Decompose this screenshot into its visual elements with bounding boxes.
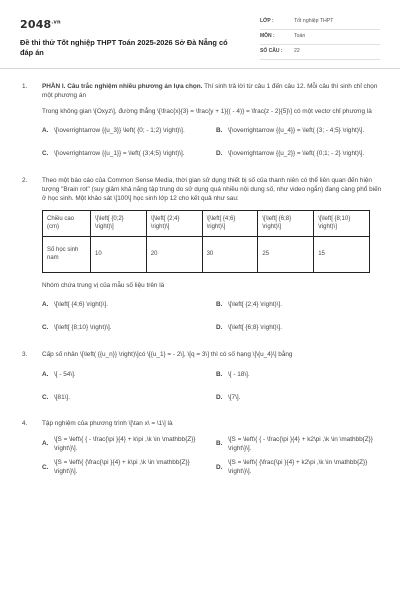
option-c[interactable]	[42, 145, 208, 163]
option-letter: B.	[216, 301, 223, 309]
option-text: \[S = \left\{ { - \frac{\pi }{4} + k2\pi ,\k \in \mathbb{Z}} \right\}\].	[228, 435, 373, 452]
question-number: 3.	[22, 350, 28, 358]
table-cell: \[\left[ {0;2} \right)\]	[91, 210, 147, 236]
option-c[interactable]	[42, 319, 208, 337]
answer-options	[42, 365, 382, 406]
question-prompt: Nhóm chứa trung vị của mẫu số liệu trên là	[42, 281, 165, 289]
option-text: \[81\].	[54, 393, 70, 401]
option-letter: B.	[216, 370, 223, 378]
table-cell: \[\left[ {8;10} \right)\]	[314, 210, 370, 236]
option-c[interactable]	[42, 458, 208, 477]
option-letter: A.	[42, 440, 49, 448]
table-cell: \[\left[ {4;6} \right)\]	[202, 210, 258, 236]
section-intro	[42, 82, 382, 101]
option-letter: A.	[42, 127, 49, 135]
option-text: \[\overrightarrow {{u_1}} = \left( {3;4;5} \right)\].	[54, 150, 185, 158]
question-number: 4.	[22, 420, 28, 428]
option-a[interactable]	[42, 122, 208, 140]
option-text: \[7\].	[228, 393, 241, 401]
option-letter: D.	[216, 463, 223, 471]
question-3	[22, 350, 382, 410]
table-cell: \[\left[ {2;4} \right)\]	[146, 210, 202, 236]
question-2	[22, 176, 382, 341]
meta-value: Toán	[294, 33, 306, 40]
meta-row-count	[260, 45, 380, 60]
meta-label: MÔN :	[260, 33, 275, 40]
table-cell: 10	[91, 236, 147, 272]
option-text: \[\left[ {4;6} \right)\].	[54, 301, 108, 309]
option-text: \[\left[ {8;10} \right)\].	[54, 324, 112, 332]
option-letter: A.	[42, 370, 49, 378]
option-text: \[ - 54\].	[54, 370, 76, 378]
logo-suffix: .vn	[51, 19, 61, 26]
option-letter: D.	[216, 393, 223, 401]
question-body	[42, 82, 382, 167]
option-b[interactable]	[216, 435, 382, 454]
question-body	[42, 419, 382, 480]
option-text: \[\left[ {6;8} \right)\].	[228, 324, 282, 332]
table-row-label: Số học sinh nam	[43, 236, 91, 272]
table-cell: 30	[202, 236, 258, 272]
question-1	[22, 82, 382, 167]
question-text: Cấp số nhân \[\left( {{u_n}} \right)\]có \[{u_1} = - 2\], \[q = 3\] thì có số hạng \[\{u_4}\] bằng	[42, 350, 293, 358]
option-letter: B.	[216, 440, 223, 448]
option-text: \[\overrightarrow {{u_2}} = \left( {0;1; - 2} \right)\].	[228, 150, 365, 158]
option-letter: C.	[42, 463, 49, 471]
option-letter: A.	[42, 301, 49, 309]
question-text: Theo một báo cáo của Common Sense Media, thời gian sử dụng thiết bị số của thanh niên có thể liên quan đến hiện tượng "Brain rot" (suy giảm khả năng tập trung do sử dụng quá nhiều nội dung số, như video ngắn) đang càng phổ biến ở học sinh. Một khảo sát \[100\] học sinh lớp 12 cho kết quả như sau:	[42, 176, 382, 203]
question-list	[22, 82, 382, 490]
option-letter: C.	[42, 150, 49, 158]
option-text: \[\overrightarrow {{u_4}} = \left( {3; - 4;5} \right)\].	[228, 127, 365, 135]
option-a[interactable]	[42, 365, 208, 383]
table-cell: 20	[146, 236, 202, 272]
option-letter: B.	[216, 127, 223, 135]
meta-label: SỐ CÂU :	[260, 48, 283, 55]
option-letter: C.	[42, 324, 49, 332]
site-logo[interactable]	[20, 17, 230, 33]
question-4	[22, 419, 382, 480]
option-b[interactable]	[216, 365, 382, 383]
option-b[interactable]	[216, 122, 382, 140]
question-text: Trong không gian \[Oxyz\], đường thẳng \[\frac{x}{3} = \frac{y + 1}{( - 4)} = \frac{z - 2}{5}\] có một vectơ chỉ phương là	[42, 107, 372, 115]
document-title: Đề thi thử Tốt nghiệp THPT Toán 2025-2026 Sở Đà Nẵng có đáp án	[20, 37, 228, 57]
table-cell: \[\left[ {6;8} \right)\]	[258, 210, 314, 236]
table-cell: 15	[314, 236, 370, 272]
table-header-label: Chiều cao (cm)	[43, 210, 91, 236]
question-number: 1.	[22, 83, 28, 90]
meta-value: Tốt nghiệp THPT	[294, 18, 334, 25]
question-body	[42, 350, 382, 410]
table-cell: 25	[258, 236, 314, 272]
option-text: \[\left[ {2;4} \right)\].	[228, 301, 282, 309]
table-row	[43, 236, 370, 272]
option-text: \[S = \left\{ {\frac{\pi }{4} + k\pi ,\k \in \mathbb{Z}} \right\}\].	[54, 459, 190, 476]
option-text: \[ - 18\].	[228, 370, 250, 378]
option-d[interactable]	[216, 388, 382, 406]
option-text: \[\overrightarrow {{u_3}} \left( {0; - 1;2} \right)\].	[54, 127, 185, 135]
section-instructions: Thí sinh trả lời từ câu 1 đến câu 12. Mỗi câu thí sinh chỉ chọn một phương án	[42, 83, 378, 100]
option-letter: D.	[216, 150, 223, 158]
option-text: \[S = \left\{ {\frac{\pi }{4} + k2\pi ,\k \in \mathbb{Z}} \right\}\].	[228, 459, 368, 476]
meta-value: 22	[294, 48, 300, 55]
answer-options	[42, 296, 382, 337]
question-text: Tập nghiệm của phương trình \[\tan x\ = \1\] là	[42, 420, 173, 428]
logo-main: 2048	[20, 18, 52, 31]
meta-label: LỚP :	[260, 18, 274, 25]
option-c[interactable]	[42, 388, 208, 406]
option-b[interactable]	[216, 296, 382, 314]
option-a[interactable]	[42, 435, 208, 454]
option-d[interactable]	[216, 319, 382, 337]
option-a[interactable]	[42, 296, 208, 314]
table-row	[43, 210, 370, 236]
answer-options	[42, 122, 382, 163]
option-letter: D.	[216, 324, 223, 332]
meta-row-class	[260, 15, 380, 30]
option-d[interactable]	[216, 458, 382, 477]
header-divider	[0, 68, 400, 69]
question-number: 2.	[22, 176, 28, 184]
option-letter: C.	[42, 393, 49, 401]
answer-options	[42, 435, 382, 477]
option-d[interactable]	[216, 145, 382, 163]
meta-row-subject	[260, 30, 380, 45]
exam-meta	[260, 15, 380, 60]
section-heading: PHẦN I. Câu trắc nghiệm nhiều phương án lựa chọn.	[42, 83, 203, 90]
page-header	[20, 14, 380, 72]
brand-block	[20, 14, 230, 58]
option-text: \[S = \left\{ { - \frac{\pi }{4} + k\pi ,\k \in \mathbb{Z}} \right\}\].	[54, 435, 196, 452]
question-body	[42, 176, 382, 341]
data-table	[42, 210, 370, 273]
